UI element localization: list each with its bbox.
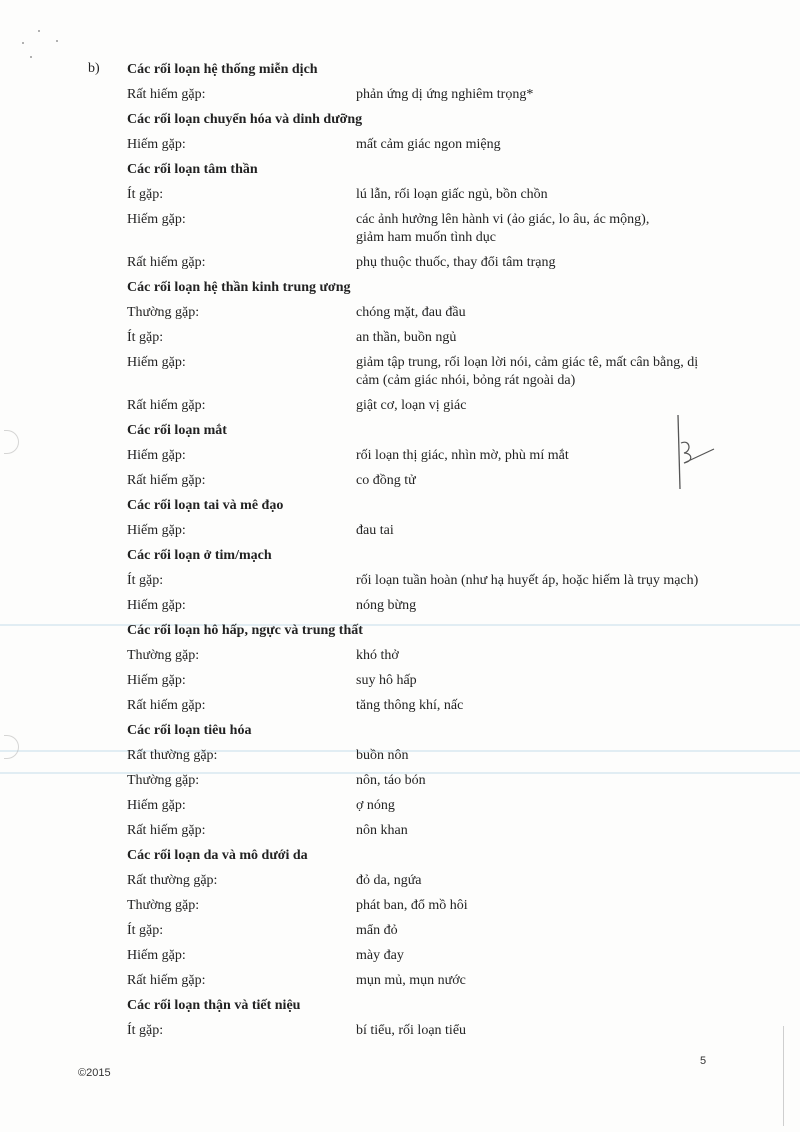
effect-description: phát ban, đổ mồ hôi [356,898,468,913]
frequency-label: Hiếm gặp: [127,798,186,813]
effect-description: nóng bừng [356,598,417,613]
effect-description: mụn mủ, mụn nước [356,973,466,988]
frequency-label: Thường gặp: [127,648,200,663]
frequency-label: Rất thường gặp: [127,873,218,888]
handwritten-signature [672,413,722,493]
frequency-label: Hiếm gặp: [127,948,186,963]
effect-description: đau tai [356,523,394,538]
category-heading: Các rối loạn thận và tiết niệu [127,998,301,1013]
frequency-label: Rất thường gặp: [127,748,218,763]
effect-description: khó thở [356,648,399,663]
frequency-label: Ít gặp: [127,1023,164,1038]
effect-description: rối loạn tuần hoàn (như hạ huyết áp, hoặc hiếm là trụy mạch) [356,573,699,588]
frequency-label: Hiếm gặp: [127,448,186,463]
frequency-label: Rất hiếm gặp: [127,255,206,270]
category-heading: Các rối loạn mắt [127,423,227,438]
frequency-label: Hiếm gặp: [127,523,186,538]
section-label: b) [88,61,100,76]
effect-description: co đồng tử [356,473,416,488]
frequency-label: Rất hiếm gặp: [127,87,206,102]
frequency-label: Ít gặp: [127,573,164,588]
effect-description: giảm tập trung, rối loạn lời nói, cảm giác tê, mất cân bằng, dị cảm (cảm giác nhói, bỏng rát ngoài da) [356,355,699,388]
category-heading: Các rối loạn chuyển hóa và dinh dưỡng [127,112,363,127]
frequency-label: Ít gặp: [127,187,164,202]
category-heading: Các rối loạn hô hấp, ngực và trung thất [127,623,363,638]
effect-description: buồn nôn [356,748,409,763]
category-heading: Các rối loạn tai và mê đạo [127,498,284,513]
category-heading: Các rối loạn tiêu hóa [127,723,252,738]
frequency-label: Rất hiếm gặp: [127,473,206,488]
category-heading: Các rối loạn tâm thần [127,162,258,177]
effect-description: mẩn đỏ [356,923,398,938]
category-heading: Các rối loạn ở tim/mạch [127,548,272,563]
effect-description: giật cơ, loạn vị giác [356,398,467,413]
effect-description: suy hô hấp [356,673,417,688]
effect-description: nôn khan [356,823,408,838]
frequency-label: Rất hiếm gặp: [127,973,206,988]
effect-description: nôn, táo bón [356,773,426,788]
frequency-label: Hiếm gặp: [127,355,186,370]
category-heading: Các rối loạn da và mô dưới da [127,848,308,863]
frequency-label: Rất hiếm gặp: [127,823,206,838]
copyright-text: ©2015 [78,1067,111,1079]
frequency-label: Ít gặp: [127,923,164,938]
category-heading: Các rối loạn hệ thống miễn dịch [127,62,318,77]
effect-description: tăng thông khí, nấc [356,698,464,713]
category-heading: Các rối loạn hệ thần kinh trung ương [127,280,351,295]
effect-description: mày đay [356,948,404,963]
frequency-label: Hiếm gặp: [127,137,186,152]
frequency-label: Thường gặp: [127,898,200,913]
frequency-label: Rất hiếm gặp: [127,398,206,413]
effect-description: các ảnh hưởng lên hành vi (ảo giác, lo âu, ác mộng), giảm ham muốn tình dục [356,212,650,245]
frequency-label: Thường gặp: [127,773,200,788]
effect-description: lú lẫn, rối loạn giấc ngủ, bồn chồn [356,187,548,202]
effect-description: chóng mặt, đau đầu [356,305,466,320]
effect-description: ợ nóng [356,798,395,813]
page-number: 5 [700,1055,707,1067]
effect-description: mất cảm giác ngon miệng [356,137,501,152]
effect-description: an thần, buồn ngủ [356,330,457,345]
effect-description: phản ứng dị ứng nghiêm trọng* [356,87,534,102]
effect-description: bí tiểu, rối loạn tiểu [356,1023,467,1038]
effect-description: phụ thuộc thuốc, thay đổi tâm trạng [356,255,556,270]
frequency-label: Hiếm gặp: [127,673,186,688]
frequency-label: Hiếm gặp: [127,212,186,227]
frequency-label: Ít gặp: [127,330,164,345]
frequency-label: Thường gặp: [127,305,200,320]
frequency-label: Rất hiếm gặp: [127,698,206,713]
effect-description: đỏ da, ngứa [356,873,422,888]
frequency-label: Hiếm gặp: [127,598,186,613]
effect-description: rối loạn thị giác, nhìn mờ, phù mí mắt [356,448,569,463]
